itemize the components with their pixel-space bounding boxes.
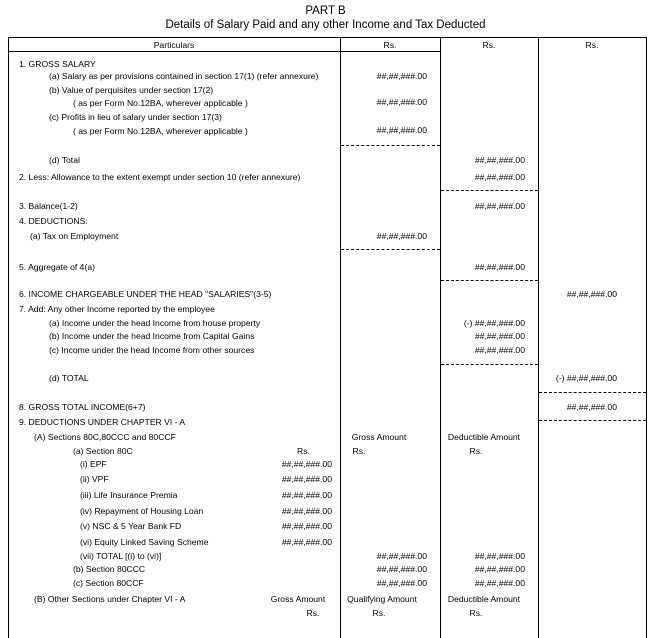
subhead-other-gross: Gross Amount (270, 594, 326, 604)
amount-salary-17-1: ##,##,###.00 (376, 71, 427, 81)
amount-80ccf-deductible: ##,##,###.00 (474, 578, 525, 588)
row-profits-17-3: (c) Profits in lieu of salary under section 17(3) (49, 112, 222, 122)
row-deductions: 4. DEDUCTIONS: (19, 216, 88, 226)
amount-epf: ##,##,###.00 (281, 459, 332, 469)
row-salary-17-1: (a) Salary as per provisions contained in section 17(1) (refer annexure) (49, 71, 319, 81)
separator-line (539, 420, 646, 421)
amount-less-allowance: ##,##,###.00 (474, 172, 525, 182)
row-total-d: (d) Total (49, 155, 80, 165)
row-epf: (i) EPF (80, 459, 107, 469)
row-section-80c: (a) Section 80C (73, 446, 133, 456)
row-tax-on-employment: (a) Tax on Employment (30, 231, 119, 241)
subhead-other-deductible: Deductible Amount (447, 594, 521, 604)
col-header-rs-3: Rs. (585, 40, 599, 50)
table-top-border (8, 37, 647, 38)
row-balance: 3. Balance(1-2) (19, 201, 78, 211)
subhead-rs-deductible: Rs. (469, 446, 483, 456)
row-section-80ccc: (b) Section 80CCC (73, 564, 146, 574)
row-perquisites-note: ( as per Form No.12BA, wherever applicable ) (73, 98, 248, 108)
col-header-rs-1: Rs. (383, 40, 397, 50)
row-section-80ccf: (c) Section 80CCF (73, 578, 144, 588)
amount-life-insurance: ##,##,###.00 (281, 490, 332, 500)
row-other-sections: (B) Other Sections under Chapter VI - A (34, 594, 186, 604)
row-total-7d: (d) TOTAL (49, 373, 89, 383)
row-less-allowance: 2. Less: Allowance to the extent exempt under section 10 (refer annexure) (19, 172, 301, 182)
subhead-qualifying-amount: Qualifying Amount (347, 594, 417, 604)
col-header-particulars: Particulars (153, 40, 195, 50)
row-housing-loan: (iv) Repayment of Housing Loan (80, 506, 204, 516)
amount-vpf: ##,##,###.00 (281, 474, 332, 484)
amount-total-i-vi-deductible: ##,##,###.00 (474, 551, 525, 561)
separator-line (441, 190, 538, 191)
amount-balance: ##,##,###.00 (474, 201, 525, 211)
row-profits-note: ( as per Form No.12BA, wherever applicable ) (73, 126, 248, 136)
row-sections-80c-group: (A) Sections 80C,80CCC and 80CCF (34, 432, 176, 442)
row-life-insurance: (iii) Life Insurance Premia (80, 490, 178, 500)
subhead-other-rs-deductible: Rs. (469, 608, 483, 618)
amount-housing-loan: ##,##,###.00 (281, 506, 332, 516)
amount-total-i-vi-gross: ##,##,###.00 (376, 551, 427, 561)
amount-80ccc-gross: ##,##,###.00 (376, 564, 427, 574)
separator-line (341, 145, 440, 146)
col-header-rs-2: Rs. (482, 40, 496, 50)
amount-total-d: ##,##,###.00 (474, 155, 525, 165)
row-elss: (vi) Equity Linked Saving Scheme (80, 537, 209, 547)
amount-80ccf-gross: ##,##,###.00 (376, 578, 427, 588)
row-other-income: 7. Add: Any other Income reported by the employee (19, 304, 215, 314)
amount-profits: ##,##,###.00 (376, 125, 427, 135)
separator-line (341, 249, 440, 250)
row-aggregate: 5. Aggregate of 4(a) (19, 262, 95, 272)
row-gross-salary: 1. GROSS SALARY (19, 59, 96, 69)
amount-gross-total-income: ##,##,###.00 (566, 402, 617, 412)
amount-nsc: ##,##,###.00 (281, 521, 332, 531)
table-left-border (8, 37, 9, 638)
amount-other-sources: ##,##,###.00 (474, 345, 525, 355)
amount-perquisites: ##,##,###.00 (376, 97, 427, 107)
row-capital-gains: (b) Income under the head Income from Capital Gains (49, 331, 255, 341)
header-row-border (8, 51, 440, 52)
amount-income-chargeable: ##,##,###.00 (566, 289, 617, 299)
row-income-chargeable: 6. INCOME CHARGEABLE UNDER THE HEAD "SALARIES"(3-5) (19, 289, 272, 299)
amount-capital-gains: ##,##,###.00 (474, 331, 525, 341)
table-right-border (646, 37, 647, 638)
amount-aggregate: ##,##,###.00 (474, 262, 525, 272)
part-label: PART B (305, 5, 346, 17)
row-other-sources: (c) Income under the head Income from other sources (49, 345, 255, 355)
row-chapter-vi-a: 9. DEDUCTIONS UNDER CHAPTER VI - A (19, 417, 186, 427)
separator-line (539, 392, 646, 393)
subhead-rs-gross: Rs. (352, 446, 366, 456)
separator-line (441, 280, 538, 281)
row-nsc: (v) NSC & 5 Year Bank FD (80, 521, 182, 531)
row-vpf: (ii) VPF (80, 474, 109, 484)
column-divider-3 (538, 37, 539, 638)
page-title: Details of Salary Paid and any other Income and Tax Deducted (165, 19, 486, 31)
amount-tax-on-employment: ##,##,###.00 (376, 231, 427, 241)
row-gross-total-income: 8. GROSS TOTAL INCOME(6+7) (19, 402, 146, 412)
subhead-deductible-amount: Deductible Amount (447, 432, 521, 442)
amount-house-property: (-) ##,##,###.00 (463, 318, 525, 328)
row-perquisites-17-2: (b) Value of perquisites under section 17(2) (49, 85, 214, 95)
amount-total-7d: (-) ##,##,###.00 (555, 373, 617, 383)
row-total-i-vi: (vii) TOTAL [(i) to (vi)] (80, 551, 162, 561)
subhead-gross-amount: Gross Amount (351, 432, 407, 442)
amount-80ccc-deductible: ##,##,###.00 (474, 564, 525, 574)
subhead-other-rs-gross: Rs. (306, 608, 320, 618)
amount-elss: ##,##,###.00 (281, 537, 332, 547)
separator-line (441, 364, 538, 365)
rs-label-80c: Rs. (297, 446, 310, 456)
row-house-property: (a) Income under the head Income from house property (49, 318, 261, 328)
subhead-other-rs-qualifying: Rs. (372, 608, 386, 618)
